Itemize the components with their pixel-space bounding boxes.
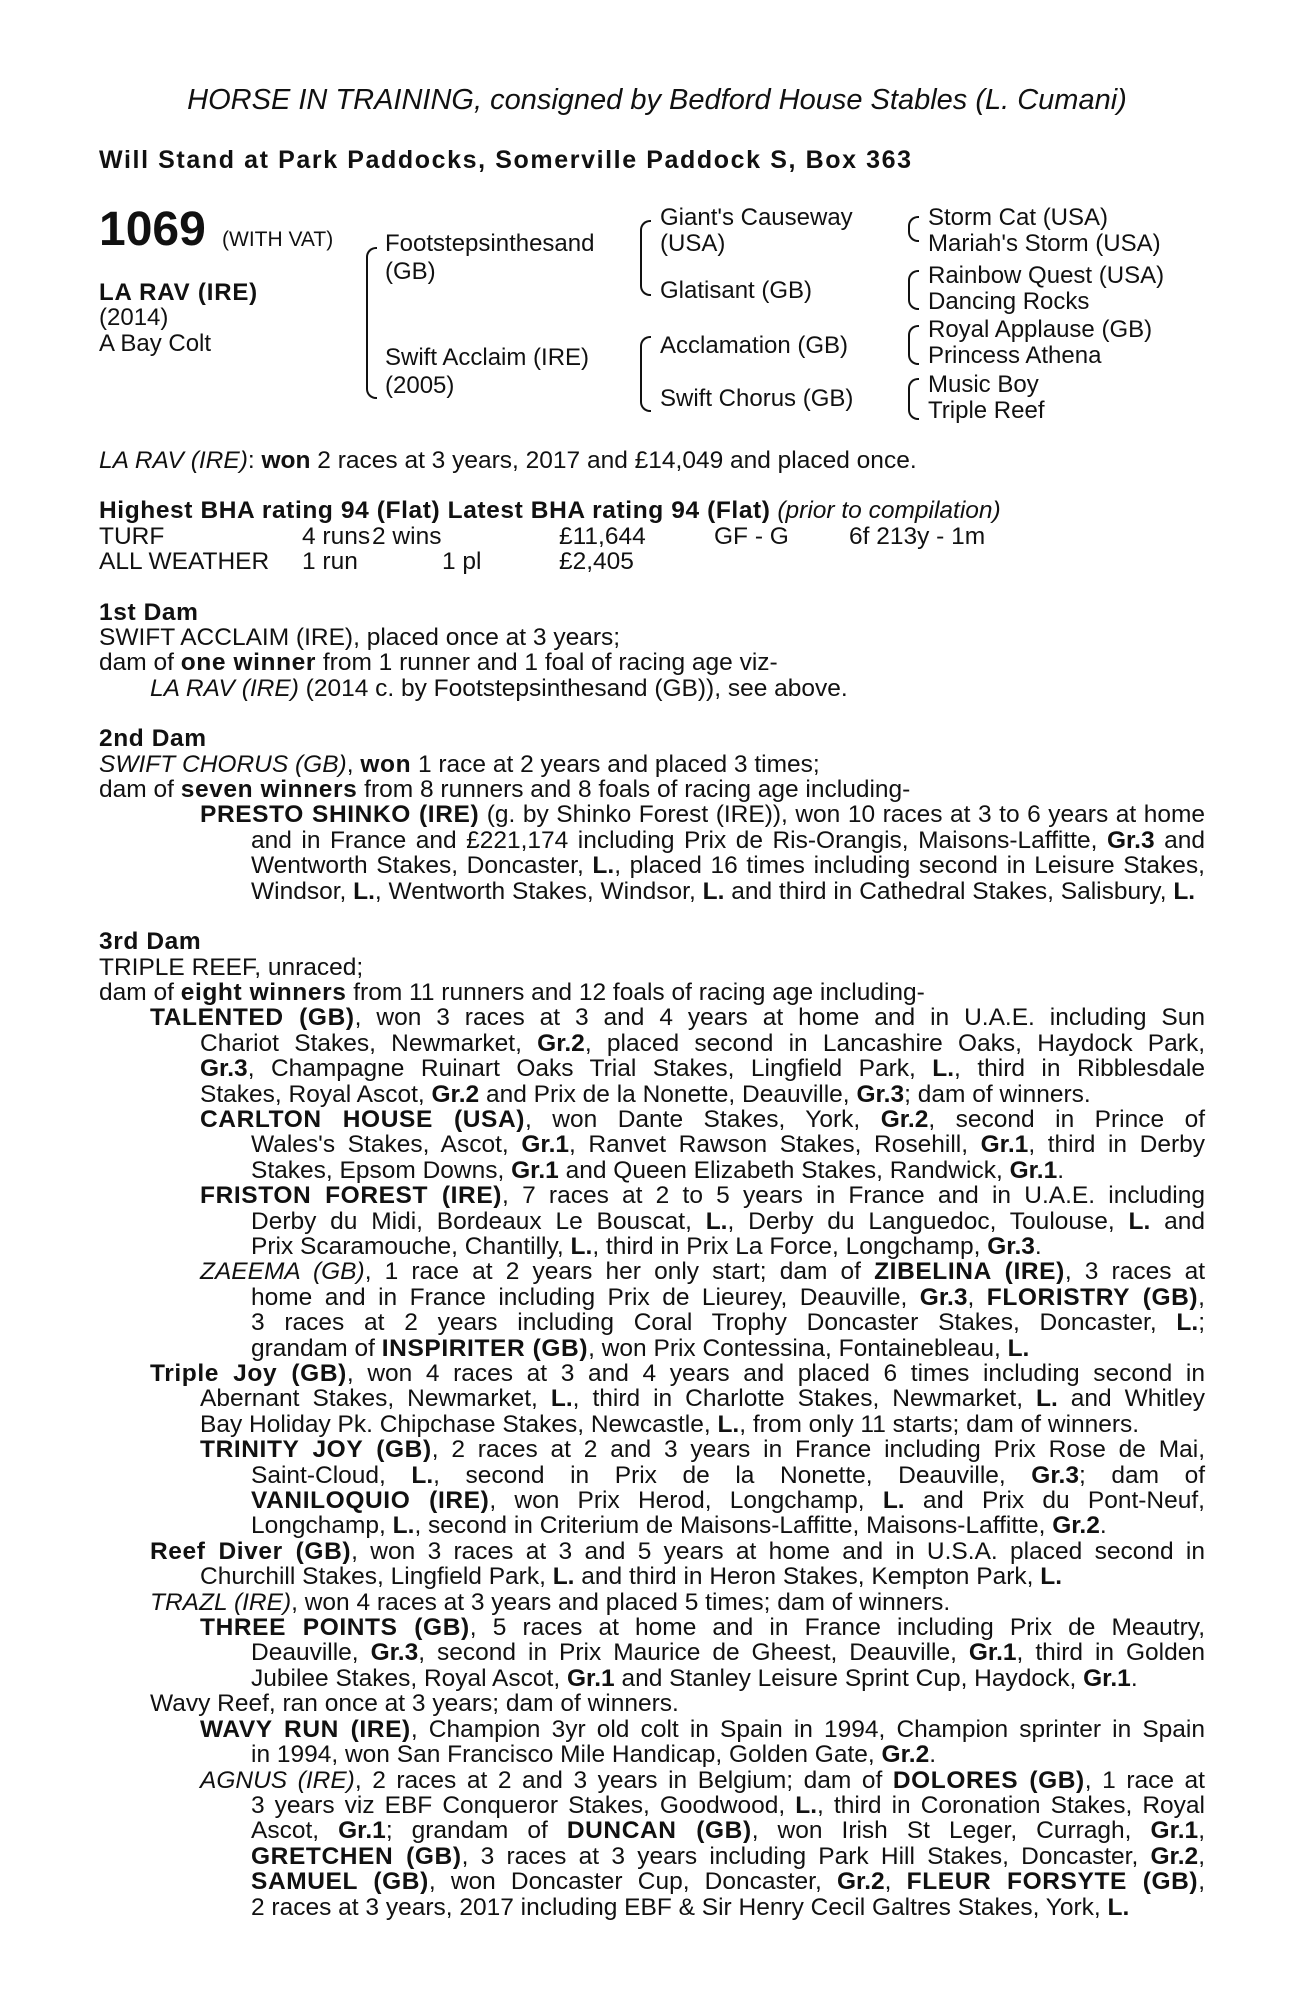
third-dam-heading: 3rd Dam: [99, 928, 202, 956]
third-dam-line: 3 races at 2 years including Coral Trophy Doncaster Stakes, Doncaster, L.;: [251, 1309, 1205, 1337]
sire-dam-name: Glatisant (GB): [660, 277, 813, 304]
rating-line: Highest BHA rating 94 (Flat) Latest BHA rating 94 (Flat) (prior to compilation): [99, 497, 1001, 525]
dam-year: (2005): [385, 372, 455, 399]
gen3-name: Triple Reef: [928, 397, 1045, 424]
third-dam-line: Wavy Reef, ran once at 3 years; dam of winners.: [150, 1690, 679, 1718]
gen3-name: Music Boy: [928, 371, 1039, 398]
third-dam-line: TALENTED (GB), won 3 races at 3 and 4 years at home and in U.A.E. including Sun: [150, 1004, 1206, 1032]
dam-name: Swift Acclaim (IRE): [385, 344, 590, 371]
third-dam-line: Wales's Stakes, Ascot, Gr.1, Ranvet Rawson Stakes, Rosehill, Gr.1, third in Derby: [251, 1131, 1205, 1159]
third-dam-line: VANILOQUIO (IRE), won Prix Herod, Longchamp, L. and Prix du Pont-Neuf,: [251, 1487, 1205, 1515]
pedigree-brace-dam: [640, 336, 651, 412]
sire-name: Footstepsinthesand: [385, 230, 595, 257]
third-dam-line: AGNUS (IRE), 2 races at 2 and 3 years in Belgium; dam of DOLORES (GB), 1 race at: [200, 1766, 1205, 1794]
third-dam-line: Triple Joy (GB), won 4 races at 3 and 4 years and placed 6 times including second in: [150, 1360, 1205, 1387]
third-dam-line: Gr.3, Champagne Ruinart Oaks Trial Stakes, Lingfield Park, L., third in Ribblesdale: [200, 1055, 1205, 1083]
third-dam-line: THREE POINTS (GB), 5 races at home and in France including Prix de Meautry,: [200, 1614, 1206, 1642]
third-dam-line: Stakes, Epsom Downs, Gr.1 and Queen Elizabeth Stakes, Randwick, Gr.1.: [251, 1156, 1065, 1184]
second-dam-line: PRESTO SHINKO (IRE) (g. by Shinko Forest (IRE)), won 10 races at 3 to 6 years at home: [200, 801, 1206, 829]
sire-origin: (GB): [385, 258, 436, 285]
gen3-name: Dancing Rocks: [928, 288, 1090, 315]
third-dam-line: Churchill Stakes, Lingfield Park, L. and third in Heron Stakes, Kempton Park, L.: [200, 1563, 1063, 1591]
third-dam-line: Bay Holiday Pk. Chipchase Stakes, Newcastle, L., from only 11 starts; dam of winners.: [200, 1410, 1140, 1438]
sire-sire-name: Giant's Causeway: [660, 204, 853, 231]
dam-sire-name: Acclamation (GB): [660, 332, 849, 359]
third-dam-line: CARLTON HOUSE (USA), won Dante Stakes, York, Gr.2, second in Prince of: [200, 1105, 1206, 1133]
second-dam-line: Wentworth Stakes, Doncaster, L., placed 16 times including second in Leisure Stakes,: [251, 852, 1205, 880]
third-dam-line: Derby du Midi, Bordeaux Le Bouscat, L., Derby du Languedoc, Toulouse, L. and: [251, 1207, 1205, 1235]
third-dam-line: grandam of INSPIRITER (GB), won Prix Contessina, Fontainebleau, L.: [251, 1334, 1030, 1362]
third-dam-line: TRIPLE REEF, unraced;: [99, 953, 364, 981]
third-dam-line: WAVY RUN (IRE), Champion 3yr old colt in Spain in 1994, Champion sprinter in Spain: [200, 1715, 1206, 1743]
third-dam-line: SAMUEL (GB), won Doncaster Cup, Doncaster, Gr.2, FLEUR FORSYTE (GB),: [251, 1868, 1205, 1896]
third-dam-line: GRETCHEN (GB), 3 races at 3 years including Park Hill Stakes, Doncaster, Gr.2,: [251, 1842, 1205, 1870]
third-dam-line: 2 races at 3 years, 2017 including EBF & Sir Henry Cecil Galtres Stakes, York, L.: [251, 1893, 1130, 1921]
second-dam-line: Windsor, L., Wentworth Stakes, Windsor, L. and third in Cathedral Stakes, Salisbury, L.: [251, 877, 1196, 905]
third-dam-line: Saint-Cloud, L., second in Prix de la Nonette, Deauville, Gr.3; dam of: [251, 1461, 1205, 1489]
horse-description: A Bay Colt: [99, 330, 212, 357]
foaling-year: (2014): [99, 304, 169, 331]
third-dam-line: Deauville, Gr.3, second in Prix Maurice de Gheest, Deauville, Gr.1, third in Golden: [251, 1639, 1205, 1667]
location-line: Will Stand at Park Paddocks, Somerville Paddock S, Box 363: [99, 146, 913, 174]
sire-sire-origin: (USA): [660, 230, 726, 257]
gen3-name: Mariah's Storm (USA): [928, 230, 1161, 257]
first-dam-heading: 1st Dam: [99, 598, 199, 626]
third-dam-line: FRISTON FOREST (IRE), 7 races at 2 to 5 years in France and in U.A.E. including: [200, 1182, 1205, 1210]
third-dam-line: Stakes, Royal Ascot, Gr.2 and Prix de la Nonette, Deauville, Gr.3; dam of winners.: [200, 1080, 1091, 1108]
third-dam-line: Longchamp, L., second in Criterium de Maisons-Laffitte, Maisons-Laffitte, Gr.2.: [251, 1512, 1107, 1540]
third-dam-line: TRINITY JOY (GB), 2 races at 2 and 3 years in France including Prix Rose de Mai,: [200, 1436, 1206, 1464]
pedigree-brace-g4: [908, 378, 919, 420]
third-dam-line: dam of eight winners from 11 runners and 12 foals of racing age including-: [99, 978, 925, 1006]
catalogue-body: [99, 448, 1205, 1920]
third-dam-line: 3 years viz EBF Conqueror Stakes, Goodwood, L., third in Coronation Stakes, Royal: [251, 1791, 1205, 1819]
consignment-heading: HORSE IN TRAINING, consigned by Bedford House Stables (L. Cumani): [187, 84, 1127, 116]
pedigree-brace-sire: [640, 220, 651, 296]
third-dam-line: Ascot, Gr.1; grandam of DUNCAN (GB), won Irish St Leger, Curragh, Gr.1,: [251, 1817, 1206, 1845]
gen3-name: Princess Athena: [928, 342, 1102, 369]
pedigree-brace-g3: [908, 325, 919, 365]
gen3-name: Rainbow Quest (USA): [928, 262, 1165, 289]
third-dam-line: TRAZL (IRE), won 4 races at 3 years and placed 5 times; dam of winners.: [150, 1588, 951, 1616]
dam-dam-name: Swift Chorus (GB): [660, 385, 854, 412]
pedigree-brace-parents: [366, 247, 377, 399]
performance-summary: LA RAV (IRE): won 2 races at 3 years, 2017 and £14,049 and placed once.: [99, 447, 917, 474]
third-dam-line: Jubilee Stakes, Royal Ascot, Gr.1 and Stanley Leisure Sprint Cup, Haydock, Gr.1.: [251, 1664, 1138, 1692]
third-dam-line: home and in France including Prix de Lieurey, Deauville, Gr.3, FLORISTRY (GB),: [251, 1283, 1205, 1311]
third-dam-line: Prix Scaramouche, Chantilly, L., third in Prix La Force, Longchamp, Gr.3.: [251, 1232, 1042, 1260]
first-dam-line: dam of one winner from 1 runner and 1 foal of racing age viz-: [99, 649, 778, 677]
pedigree-brace-g2: [908, 270, 919, 310]
second-dam-line: and in France and £221,174 including Prix de Ris-Orangis, Maisons-Laffitte, Gr.3 and: [251, 826, 1206, 854]
pedigree-brace-g1: [908, 216, 919, 242]
first-dam-line: LA RAV (IRE) (2014 c. by Footstepsinthesand (GB)), see above.: [150, 674, 848, 702]
second-dam-line: SWIFT CHORUS (GB), won 1 race at 2 years and placed 3 times;: [99, 750, 820, 778]
gen3-name: Royal Applause (GB): [928, 316, 1153, 343]
vat-note: (WITH VAT): [222, 228, 334, 251]
third-dam-line: Reef Diver (GB), won 3 races at 3 and 5 years at home and in U.S.A. placed second in: [150, 1537, 1205, 1565]
second-dam-line: dam of seven winners from 8 runners and 8 foals of racing age including-: [99, 776, 911, 804]
third-dam-line: Chariot Stakes, Newmarket, Gr.2, placed second in Lancashire Oaks, Haydock Park,: [200, 1029, 1205, 1057]
third-dam-line: ZAEEMA (GB), 1 race at 2 years her only start; dam of ZIBELINA (IRE), 3 races at: [200, 1258, 1206, 1286]
first-dam-line: SWIFT ACCLAIM (IRE), placed once at 3 years;: [99, 624, 621, 652]
second-dam-heading: 2nd Dam: [99, 725, 207, 753]
horse-name: LA RAV (IRE): [99, 279, 258, 306]
third-dam-line: Abernant Stakes, Newmarket, L., third in Charlotte Stakes, Newmarket, L. and Whitley: [200, 1385, 1205, 1413]
race-record-row: ALL WEATHER 1 run 1 pl £2,405: [99, 548, 634, 576]
race-record-row: TURF 4 runs 2 wins £11,644 GF - G 6f 213y - 1m: [99, 522, 986, 550]
gen3-name: Storm Cat (USA): [928, 204, 1109, 231]
lot-number: 1069: [99, 203, 206, 256]
third-dam-line: in 1994, won San Francisco Mile Handicap, Golden Gate, Gr.2.: [251, 1741, 937, 1769]
